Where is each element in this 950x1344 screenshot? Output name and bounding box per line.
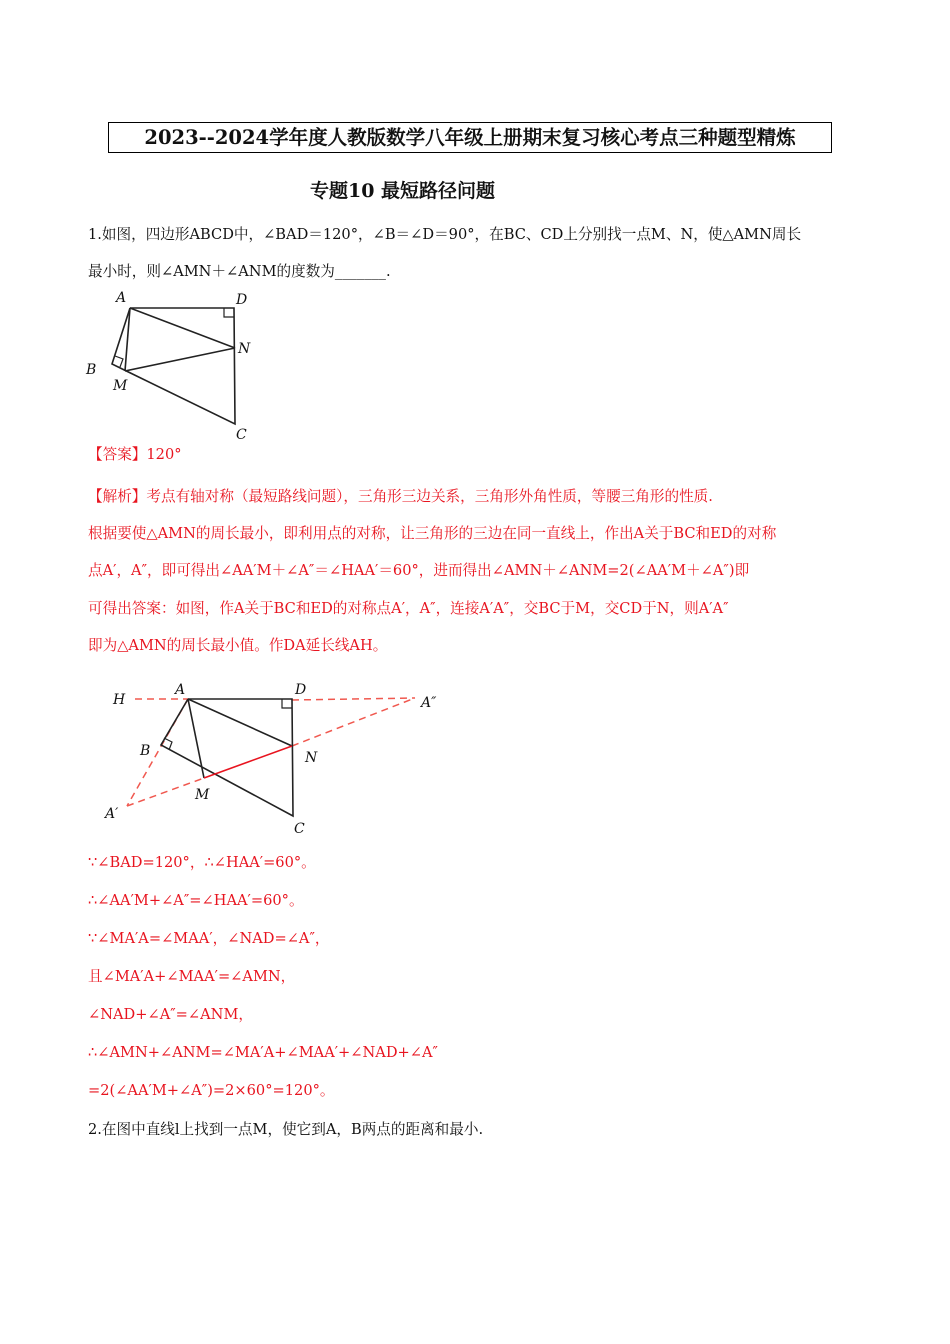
label-m: M [113,378,128,394]
label-a-double-prime: A″ [421,695,437,711]
dashed-segment-n-a2 [292,698,415,746]
segment-an-2 [188,699,292,746]
figure-quadrilateral-abcd [80,286,280,446]
label-m-2: M [195,787,210,803]
segment-mn-2 [204,746,292,778]
proof-line-5: ∠NAD+∠A″=∠ANM， [88,1006,253,1023]
label-a-2: A [175,682,186,698]
label-a: A [116,290,127,306]
answer-tag: 【答案】 [88,446,147,463]
segment-am-2 [188,699,204,778]
question-1-line-1: 1.如图，四边形ABCD中，∠BAD＝120°，∠B＝∠D＝90°，在BC、CD上分别找一点M、N，使△AMN周长 [88,226,802,243]
proof-line-7: =2(∠AA′M+∠A″)=2×60°=120°。 [88,1082,335,1099]
answer-value: 120° [146,446,182,463]
label-a-prime: A′ [105,806,119,822]
label-d: D [236,292,248,308]
proof-line-3: ∵∠MA′A=∠MAA′，∠NAD=∠A″， [88,930,330,947]
question-2: 2.在图中直线l上找到一点M，使它到A，B两点的距离和最小. [88,1121,484,1138]
answer-line [88,445,182,465]
label-b-2: B [140,743,151,759]
proof-line-4: 且∠MA′A+∠MAA′=∠AMN， [88,968,296,985]
label-n: N [238,341,251,357]
segment-an [130,308,235,348]
label-d-2: D [295,682,307,698]
proof-line-6: ∴∠AMN+∠ANM=∠MA′A+∠MAA′+∠NAD+∠A″ [88,1044,438,1061]
analysis-tag: 【解析】 [88,488,147,505]
analysis-line-5: 即为△AMN的周长最小值。作DA延长线AH。 [88,637,388,654]
dashed-segment-a1-m [127,778,204,806]
right-angle-mark-d-2 [282,699,292,708]
analysis-line-2: 根据要使△AMN的周长最小，即利用点的对称，让三角形的三边在同一直线上，作出A关于BC和ED的对称 [88,525,777,542]
label-c: C [236,427,247,443]
proof-line-2: ∴∠AA′M+∠A″=∠HAA′=60°。 [88,892,304,909]
question-1-line-2: 最小时，则∠AMN＋∠ANM的度数为_______. [88,263,391,280]
label-c-2: C [294,821,305,837]
document-title: 2023--2024学年度人教版数学八年级上册期末复习核心考点三种题型精炼 [108,122,832,153]
analysis-text-1: 考点有轴对称（最短路线问题），三角形三边关系，三角形外角性质，等腰三角形的性质. [146,488,713,505]
analysis-line-3: 点A′，A″，即可得出∠AA′M＋∠A″＝∠HAA′＝60°，进而得出∠AMN＋∠ANM=2(∠AA′M＋∠A″)即 [88,562,750,579]
segment-mn [125,348,235,371]
analysis-line-4: 可得出答案：如图，作A关于BC和ED的对称点A′，A″，连接A′A″，交BC于M，交CD于N，则A′A″ [88,600,729,617]
label-b: B [86,362,97,378]
label-h: H [113,692,126,708]
right-angle-mark-d [224,308,234,317]
analysis-line-1 [88,487,713,507]
label-n-2: N [305,750,318,766]
dashed-segment-d-a2 [292,698,415,700]
proof-line-1: ∵∠BAD=120°，∴∠HAA′=60°。 [88,854,316,871]
figure-reflection [95,676,455,841]
section-title: 专题10 最短路径问题 [310,180,496,202]
